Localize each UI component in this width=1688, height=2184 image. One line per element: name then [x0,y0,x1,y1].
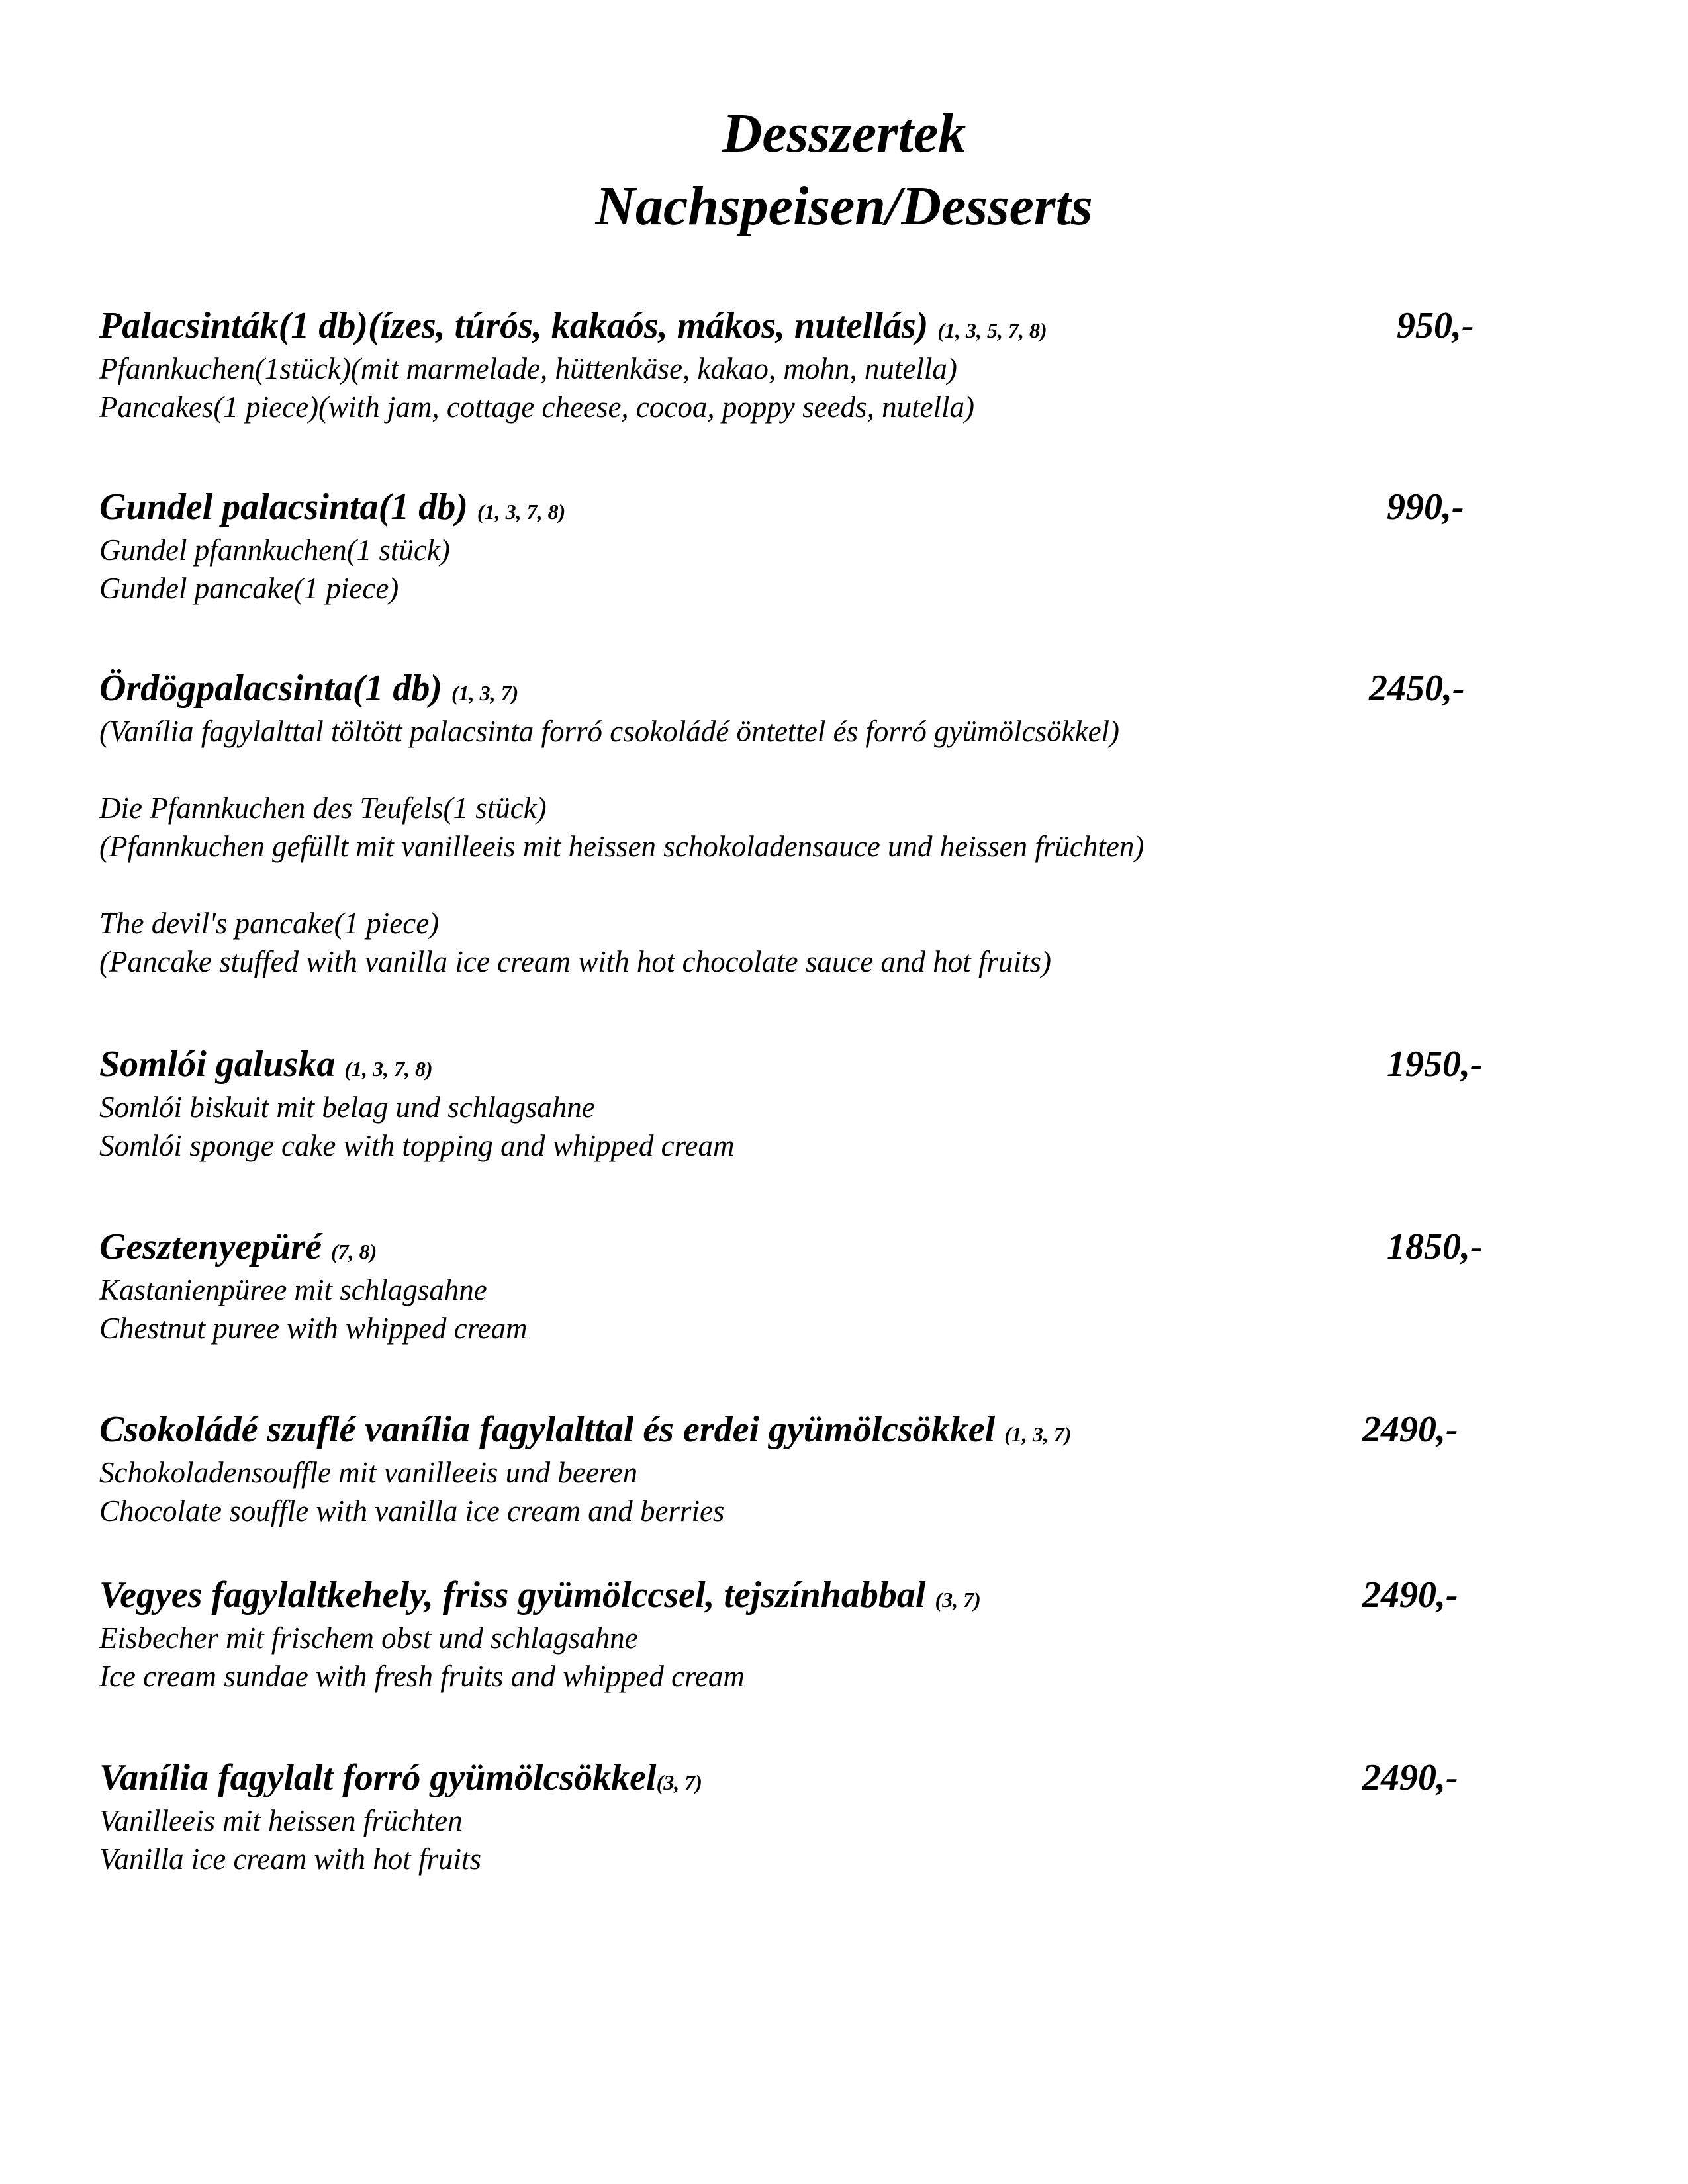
menu-item-allergens: (7, 8) [330,1240,377,1263]
menu-item-desc-en: Gundel pancake(1 piece) [99,572,399,605]
menu-item-desc-de-title: Die Pfannkuchen des Teufels(1 stück) [99,792,547,825]
menu-item-name: Csokoládé szuflé vanília fagylalttal és erdei gyümölcsökkel (1, 3, 7) [99,1409,1072,1450]
menu-item-desc-de: Vanilleeis mit heissen früchten [99,1804,463,1837]
menu-item-desc-de: Schokoladensouffle mit vanilleeis und beeren [99,1456,638,1489]
menu-item-gundel-palacsinta [99,483,1489,608]
menu-item-desc-hu: (Vanília fagylalttal töltött palacsinta forró csokoládé öntettel és forró gyümölcsökkel) [99,715,1120,748]
menu-item-desc-en: Pancakes(1 piece)(with jam, cottage cheese, cocoa, poppy seeds, nutella) [99,390,975,424]
menu-item-allergens: (1, 3, 7, 8) [477,500,566,523]
menu-item-desc-en: Vanilla ice cream with hot fruits [99,1843,482,1876]
menu-item-desc-de: Kastanienpüree mit schlagsahne [99,1273,487,1306]
menu-item-desc-de: Somlói biskuit mit belag und schlagsahne [99,1091,595,1124]
menu-item-vegyes-fagylaltkehely [99,1571,1489,1696]
menu-item-allergens: (1, 3, 5, 7, 8) [937,318,1047,342]
page-subtitle: Nachspeisen/Desserts [595,175,1093,237]
menu-item-desc-de: Gundel pfannkuchen(1 stück) [99,533,450,567]
menu-item-price: 1850,- [1387,1226,1483,1267]
menu-item-name: Gundel palacsinta(1 db) (1, 3, 7, 8) [99,486,566,527]
menu-item-name: Palacsinták(1 db)(ízes, túrós, kakaós, mákos, nutellás) (1, 3, 5, 7, 8) [99,305,1047,346]
menu-item-desc-en: Chocolate souffle with vanilla ice cream and berries [99,1494,725,1527]
menu-item-price: 2490,- [1362,1757,1458,1798]
menu-item-csokolade-szufle [99,1406,1489,1530]
menu-item-price: 2450,- [1369,668,1465,709]
menu-item-palacsintak [99,302,1489,426]
menu-item-name: Vanília fagylalt forró gyümölcsökkel(3, 7) [99,1757,702,1798]
menu-item-name: Ördögpalacsinta(1 db) (1, 3, 7) [99,668,519,709]
menu-item-price: 1950,- [1387,1044,1483,1085]
menu-item-desc-en-title: The devil's pancake(1 piece) [99,907,440,940]
menu-item-allergens: (3, 7) [656,1770,702,1794]
menu-item-allergens: (1, 3, 7, 8) [344,1057,433,1081]
menu-item-allergens: (1, 3, 7) [451,681,519,705]
menu-item-desc-en: Ice cream sundae with fresh fruits and whipped cream [99,1660,745,1693]
menu-item-price: 2490,- [1362,1409,1458,1450]
page-title: Desszertek [722,103,966,164]
menu-item-desc-de: (Pfannkuchen gefüllt mit vanilleeis mit heissen schokoladensauce und heissen früchten) [99,830,1145,863]
menu-item-ordogpalacsinta [99,664,1489,981]
menu-item-name: Vegyes fagylaltkehely, friss gyümölccsel, tejszínhabbal (3, 7) [99,1574,981,1615]
menu-item-price: 950,- [1397,305,1474,346]
menu-item-desc-de: Pfannkuchen(1stück)(mit marmelade, hüttenkäse, kakao, mohn, nutella) [99,352,957,385]
menu-item-vanilia-fagylalt [99,1754,1489,1878]
menu-item-somloi-galuska [99,1040,1489,1165]
menu-item-desc-de: Eisbecher mit frischem obst und schlagsahne [99,1621,638,1655]
menu-item-desc-en: Chestnut puree with whipped cream [99,1312,528,1345]
menu-item-price: 990,- [1387,486,1464,527]
menu-item-allergens: (3, 7) [935,1588,981,1612]
menu-item-allergens: (1, 3, 7) [1004,1422,1072,1446]
menu-item-desc-en: (Pancake stuffed with vanilla ice cream with hot chocolate sauce and hot fruits) [99,945,1052,978]
menu-item-price: 2490,- [1362,1574,1458,1615]
menu-item-name: Somlói galuska (1, 3, 7, 8) [99,1044,433,1085]
menu-item-name: Gesztenyepüré (7, 8) [99,1226,377,1267]
menu-item-desc-en: Somlói sponge cake with topping and whipped cream [99,1129,735,1162]
menu-item-gesztenyepure [99,1223,1489,1347]
